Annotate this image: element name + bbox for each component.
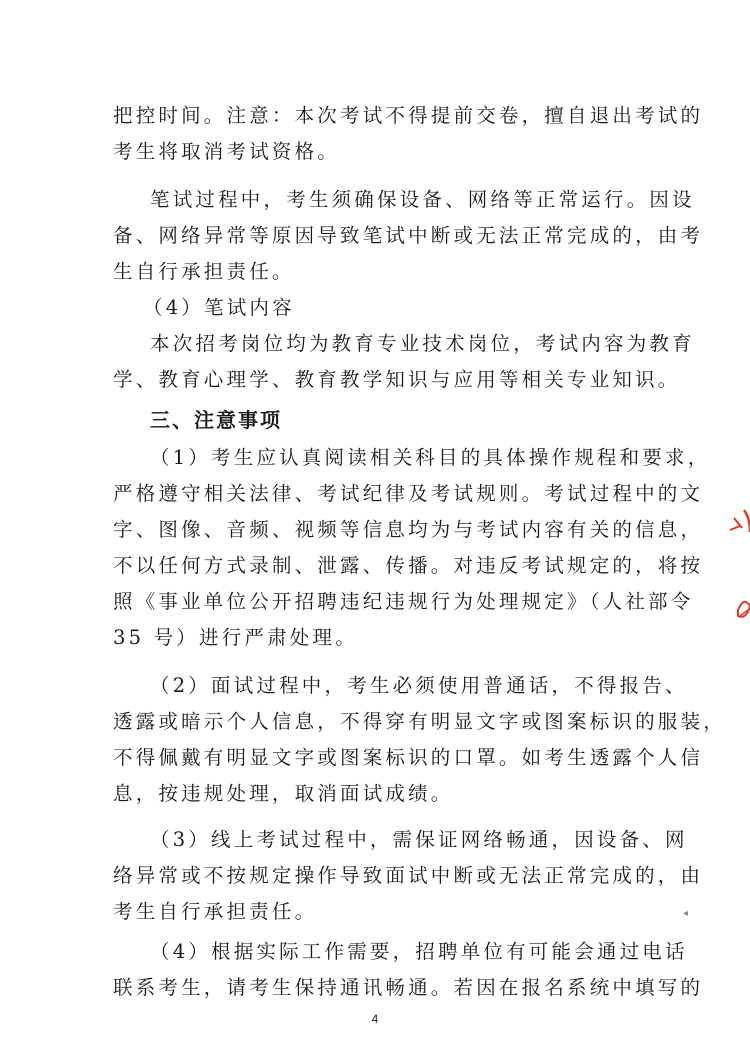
text-line: 学、教育心理学、教育教学知识与应用等相关专业知识。 — [113, 368, 681, 391]
paragraph-line: （3）线上考试过程中，需保证网络畅通，因设备、网 — [150, 828, 688, 851]
section-heading: 三、注意事项 — [150, 408, 282, 432]
text-line: 络异常或不按规定操作导致面试中断或无法正常完成的，由 — [113, 864, 704, 887]
paragraph-line: （4）根据实际工作需要，招聘单位有可能会通过电话 — [150, 940, 688, 963]
page-number: 4 — [371, 1012, 379, 1026]
paragraph-line: （2）面试过程中，考生必须使用普通话，不得报告、 — [150, 674, 688, 697]
paragraph-line: （1）考生应认真阅读相关科目的具体操作规程和要求， — [150, 446, 711, 469]
text-line: 备、网络异常等原因导致笔试中断或无法正常完成的，由考 — [113, 224, 704, 247]
text-line: 照《事业单位公开招聘违纪违规行为处理规定》（人社部令 — [113, 590, 694, 613]
text-line: 息，按违规处理，取消面试成绩。 — [113, 782, 454, 805]
text-line: 不得佩戴有明显文字或图案标识的口罩。如考生透露个人信 — [113, 746, 704, 769]
scan-mark-icon: ◂ — [683, 908, 689, 919]
subheading: （4）笔试内容 — [143, 296, 295, 319]
text-line: 考生自行承担责任。 — [113, 900, 318, 923]
paragraph-line: 笔试过程中，考生须确保设备、网络等正常运行。因设 — [150, 188, 695, 211]
paragraph-line: 本次招考岗位均为教育专业技术岗位，考试内容为教育 — [150, 332, 695, 355]
seal-stamp-fragment — [716, 490, 750, 650]
text-line: 字、图像、音频、视频等信息均为与考试内容有关的信息， — [113, 518, 704, 541]
text-line: 联系考生，请考生保持通讯畅通。若因在报名系统中填写的 — [113, 976, 704, 999]
text-line: 把控时间。注意：本次考试不得提前交卷，擅自退出考试的 — [113, 104, 704, 127]
text-line: 35 号）进行严肃处理。 — [113, 626, 358, 649]
text-line: 不以任何方式录制、泄露、传播。对违反考试规定的，将按 — [113, 554, 704, 577]
text-line: 严格遵守相关法律、考试纪律及考试规则。考试过程中的文 — [113, 482, 704, 505]
text-line: 考生将取消考试资格。 — [113, 140, 341, 163]
text-line: 生自行承担责任。 — [113, 260, 295, 283]
text-line: 透露或暗示个人信息，不得穿有明显文字或图案标识的服装， — [113, 710, 726, 733]
